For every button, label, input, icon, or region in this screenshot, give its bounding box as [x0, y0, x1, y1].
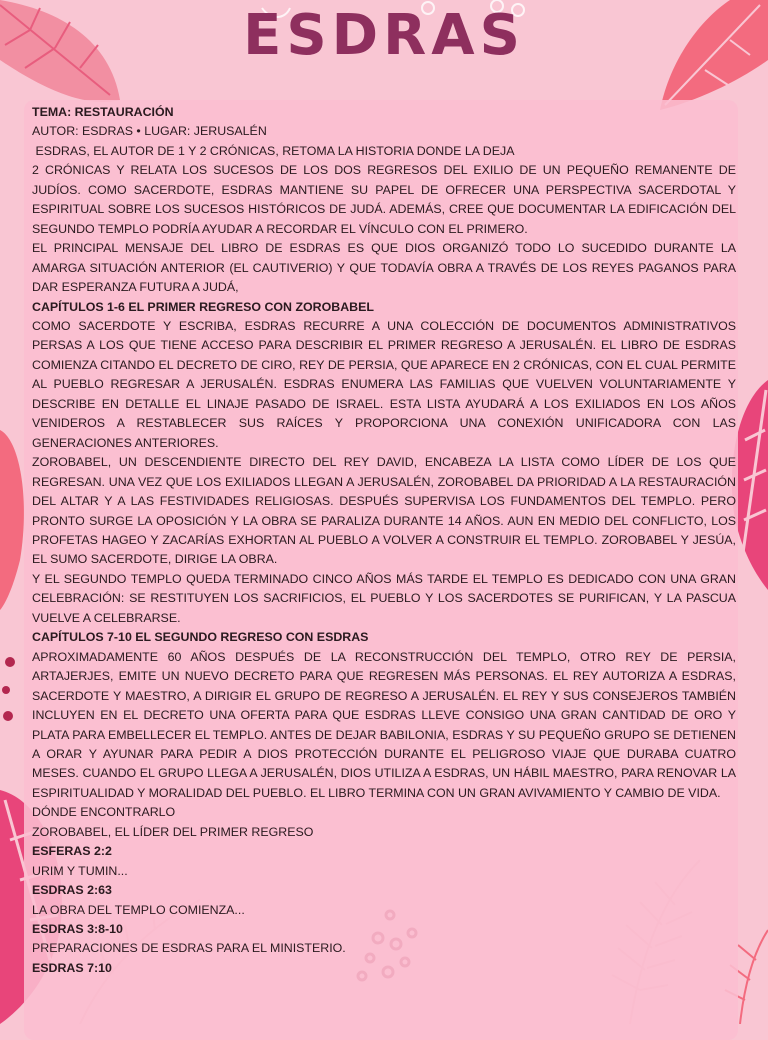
- cap1-paragraph-2: ZOROBABEL, UN DESCENDIENTE DIRECTO DEL REY DAVID, ENCABEZA LA LISTA COMO LÍDER DE LOS QUE REGRESAN. UNA VEZ QUE LOS EXILIADOS LLEGAN A JERUSALÉN, ZOROBABEL DA PRIORIDAD A LA RESTAURACIÓN DEL ALTAR Y A LAS FESTIVIDADES RELIGIOSAS. DESPUÉS SUPERVISA LOS FUNDAMENTOS DEL TEMPLO. PERO PRONTO SURGE LA OPOSICIÓN Y LA OBRA SE PARALIZA DURANTE 14 AÑOS. AUN EN MEDIO DEL CONFLICTO, LOS PROFETAS HAGEO Y ZACARÍAS EXHORTAN AL PUEBLO A VOLVER A CONSTRUIR EL TEMPLO. ZOROBABEL Y JESÚA, EL SUMO SACERDOTE, DIRIGE LA OBRA.: [32, 455, 736, 567]
- cap1-paragraph-1: COMO SACERDOTE Y ESCRIBA, ESDRAS RECURRE A UNA COLECCIÓN DE DOCUMENTOS ADMINISTRATIVOS PERSAS A LOS QUE TIENE ACCESO PARA DESCRIBIR EL PRIMER REGRESO A JERUSALÉN. EL LIBRO DE ESDRAS COMIENZA CITANDO EL DECRETO DE CIRO, REY DE PERSIA, QUE APARECE EN 2 CRÓNICAS, CON EL CUAL PERMITE AL PUEBLO REGRESAR A JERUSALÉN. ESDRAS ENUMERA LAS FAMILIAS QUE VUELVEN VOLUNTARIAMENTE Y DESCRIBE EN DETALLE EL LINAJE PASADO DE ISRAEL. ESTA LISTA AYUDARÁ A LOS EXILIADOS EN LOS AÑOS VENIDEROS A RESTABLECER SUS RAÍCES Y PROPORCIONA UNA CONEXIÓN UNIFICADORA CON LAS GENERACIONES ANTERIORES.: [32, 318, 736, 450]
- intro-paragraph: 2 CRÓNICAS Y RELATA LOS SUCESOS DE LOS DOS REGRESOS DEL EXILIO DE UN PEQUEÑO REMANENTE DE JUDÍOS. COMO SACERDOTE, ESDRAS MANTIENE SU PAPEL DE OFRECER UNA PERSPECTIVA SACERDOTAL Y ESPIRITUAL SOBRE LOS SUCESOS HISTÓRICOS DE JUDÁ. ADEMÁS, CREE QUE DOCUMENTAR LA EDIFICACIÓN DEL SEGUNDO TEMPLO PODRÍA AYUDAR A RECORDAR EL VÍNCULO CON EL PRIMERO.: [32, 163, 736, 236]
- ref1-heading: ESFERAS 2:2: [32, 844, 112, 859]
- intro-text: ESDRAS, EL AUTOR DE 1 Y 2 CRÓNICAS, RETOMA LA HISTORIA DONDE LA DEJA: [35, 143, 515, 158]
- donde-line: DÓNDE ENCONTRARLO: [32, 805, 176, 820]
- tema-heading: TEMA: RESTAURACIÓN: [32, 105, 174, 119]
- cap2-paragraph-1: APROXIMADAMENTE 60 AÑOS DESPUÉS DE LA RECONSTRUCCIÓN DEL TEMPLO, OTRO REY DE PERSIA, ARTAJERJES, EMITE UN NUEVO DECRETO PARA QUE REGRESEN MÁS PERSONAS. EL REY AUTORIZA A ESDRAS, SACERDOTE Y MAESTRO, A DIRIGIR EL GRUPO DE REGRESO A JERUSALÉN. EL REY Y SUS CONSEJEROS TAMBIÉN INCLUYEN EN EL DECRETO UNA OFERTA PARA QUE ESDRAS LLEVE CONSIGO UNA GRAN CANTIDAD DE ORO Y PLATA PARA EMBELLECER EL TEMPLO. ANTES DE DEJAR BABILONIA, ESDRAS Y SU PEQUEÑO GRUPO SE DETIENEN A ORAR Y AYUNAR PARA PEDIR A DIOS PROTECCIÓN DURANTE EL PELIGROSO VIAJE QUE DURABA CUATRO MESES. CUANDO EL GRUPO LLEGA A JERUSALÉN, DIOS UTILIZA A ESDRAS, UN HÁBIL MAESTRO, PARA RENOVAR LA ESPIRITUALIDAD Y MORALIDAD DEL PUEBLO. EL LIBRO TERMINA CON UN GRAN AVIVAMIENTO Y CAMBIO DE VIDA.: [32, 649, 736, 800]
- cap2-heading: CAPÍTULOS 7-10 EL SEGUNDO REGRESO CON ESDRAS: [32, 630, 369, 645]
- ref1-text: ZOROBABEL, EL LÍDER DEL PRIMER REGRESO: [32, 824, 314, 839]
- ref2-text: URIM Y TUMIN...: [32, 863, 128, 878]
- ref3-text: LA OBRA DEL TEMPLO COMIENZA...: [32, 902, 245, 917]
- ref3-heading: ESDRAS 3:8-10: [32, 922, 123, 937]
- content-body: [32, 103, 736, 978]
- cap1-paragraph-3: Y EL SEGUNDO TEMPLO QUEDA TERMINADO CINCO AÑOS MÁS TARDE EL TEMPLO ES DEDICADO CON UNA GRAN CELEBRACIÓN: SE RESTITUYEN LOS SACRIFICIOS, EL PUEBLO Y LOS SACERDOTES SE PURIFICAN, Y LA PASCUA VUELVE A CELEBRARSE.: [32, 571, 736, 625]
- mensaje-paragraph: EL PRINCIPAL MENSAJE DEL LIBRO DE ESDRAS ES QUE DIOS ORGANIZÓ TODO LO SUCEDIDO DURANTE LA AMARGA SITUACIÓN ANTERIOR (EL CAUTIVERIO) Y QUE TODAVÍA OBRA A TRAVÉS DE LOS REYES PAGANOS PARA DAR ESPERANZA FUTURA A JUDÁ,: [32, 241, 736, 295]
- ref2-heading: ESDRAS 2:63: [32, 883, 112, 898]
- ref4-heading: ESDRAS 7:10: [32, 960, 112, 975]
- cap1-heading: CAPÍTULOS 1-6 EL PRIMER REGRESO CON ZOROBABEL: [32, 299, 374, 314]
- page-title: ESDRAS: [243, 3, 525, 68]
- intro-line: [32, 142, 736, 161]
- autor-line: AUTOR: ESDRAS • LUGAR: JERUSALÉN: [32, 124, 267, 139]
- ref4-text: PREPARACIONES DE ESDRAS PARA EL MINISTERIO.: [32, 941, 346, 956]
